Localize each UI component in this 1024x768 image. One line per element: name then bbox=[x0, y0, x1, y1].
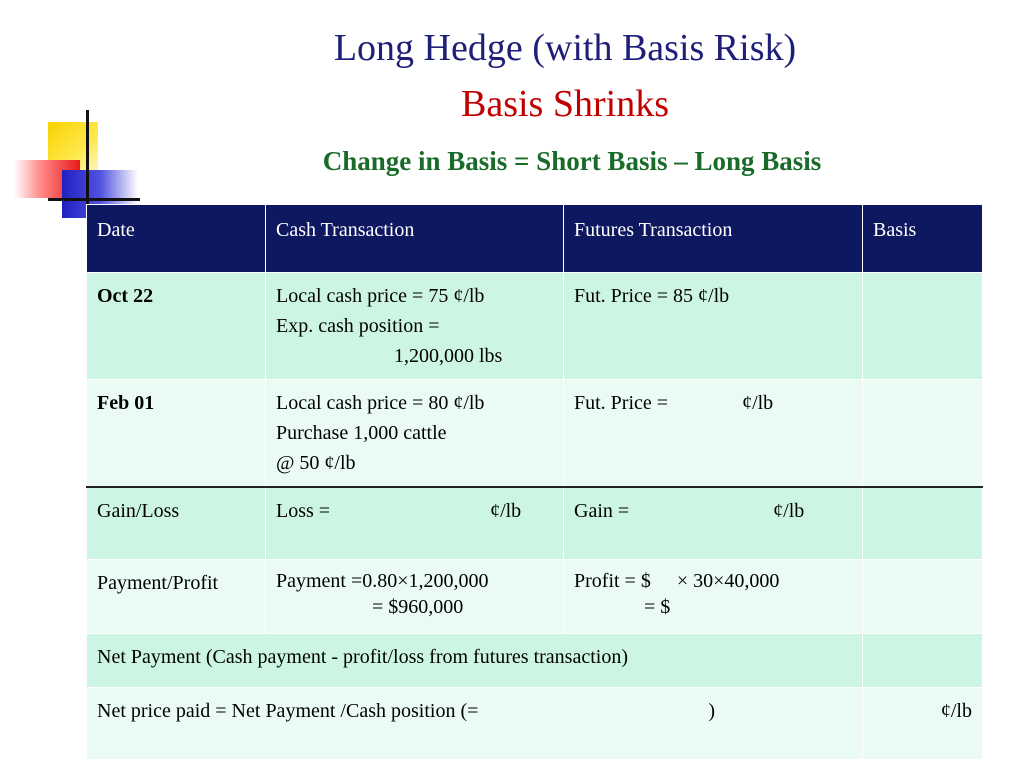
table-row-payment bbox=[87, 559, 983, 633]
futures-feb01-label: Fut. Price = bbox=[574, 392, 669, 414]
table-row-oct22 bbox=[87, 273, 983, 380]
header-date: Date bbox=[87, 205, 266, 273]
futures-oct22: Fut. Price = 85 ¢/lb bbox=[564, 273, 863, 380]
basis-formula: Change in Basis = Short Basis – Long Basis bbox=[322, 146, 822, 176]
cash-feb01-purchase: Purchase 1,000 cattle bbox=[276, 422, 447, 444]
cash-loss-unit: ¢/lb bbox=[490, 500, 522, 522]
futures-gain-label: Gain = bbox=[574, 500, 630, 522]
cash-feb01-rate: @ 50 ¢/lb bbox=[276, 452, 356, 474]
cash-oct22-position: Exp. cash position = bbox=[276, 315, 440, 337]
label-gainloss: Gain/Loss bbox=[87, 487, 266, 559]
logo-horizontal-line bbox=[48, 198, 140, 201]
net-price-label: Net price paid = Net Payment /Cash position (= bbox=[97, 699, 479, 722]
cash-gainloss bbox=[266, 487, 564, 559]
cash-oct22-quantity: 1,200,000 lbs bbox=[394, 345, 503, 367]
net-price-cell bbox=[87, 687, 863, 759]
date-feb01: Feb 01 bbox=[87, 380, 266, 488]
table-row-netprice bbox=[87, 687, 983, 759]
header-futures: Futures Transaction bbox=[564, 205, 863, 273]
hedge-table bbox=[86, 204, 983, 760]
futures-gain-unit: ¢/lb bbox=[773, 500, 805, 522]
cash-payment-formula: Payment =0.80×1,200,000 bbox=[276, 569, 489, 592]
label-payment: Payment/Profit bbox=[87, 559, 266, 633]
cash-payment-total: = $960,000 bbox=[372, 595, 464, 618]
table-row-gainloss bbox=[87, 487, 983, 559]
date-oct22: Oct 22 bbox=[87, 273, 266, 380]
table-row-netpayment bbox=[87, 633, 983, 687]
futures-gainloss bbox=[564, 487, 863, 559]
header-basis: Basis bbox=[863, 205, 983, 273]
futures-feb01 bbox=[564, 380, 863, 488]
cash-oct22 bbox=[266, 273, 564, 380]
cash-feb01 bbox=[266, 380, 564, 488]
header-cash: Cash Transaction bbox=[266, 205, 564, 273]
futures-profit-label: Profit = $ bbox=[574, 569, 651, 592]
futures-profit-total: = $ bbox=[644, 595, 671, 618]
table-row-feb01 bbox=[87, 380, 983, 488]
cash-feb01-price: Local cash price = 80 ¢/lb bbox=[276, 392, 485, 414]
slide-subtitle: Basis Shrinks bbox=[461, 83, 669, 125]
net-price-close: ) bbox=[708, 699, 716, 722]
basis-payment bbox=[863, 559, 983, 633]
basis-netprice-unit: ¢/lb bbox=[863, 687, 983, 759]
cash-payment bbox=[266, 559, 564, 633]
slide-title: Long Hedge (with Basis Risk) bbox=[333, 27, 797, 69]
futures-profit bbox=[564, 559, 863, 633]
futures-profit-formula: × 30×40,000 bbox=[676, 569, 780, 592]
basis-gainloss bbox=[863, 487, 983, 559]
table-header-row bbox=[87, 205, 983, 273]
cash-loss-label: Loss = bbox=[276, 500, 331, 522]
basis-netpayment bbox=[863, 633, 983, 687]
net-payment-label: Net Payment (Cash payment - profit/loss from futures transaction) bbox=[87, 633, 863, 687]
basis-oct22 bbox=[863, 273, 983, 380]
basis-feb01 bbox=[863, 380, 983, 488]
cash-oct22-price: Local cash price = 75 ¢/lb bbox=[276, 285, 485, 307]
futures-feb01-unit: ¢/lb bbox=[742, 392, 774, 414]
